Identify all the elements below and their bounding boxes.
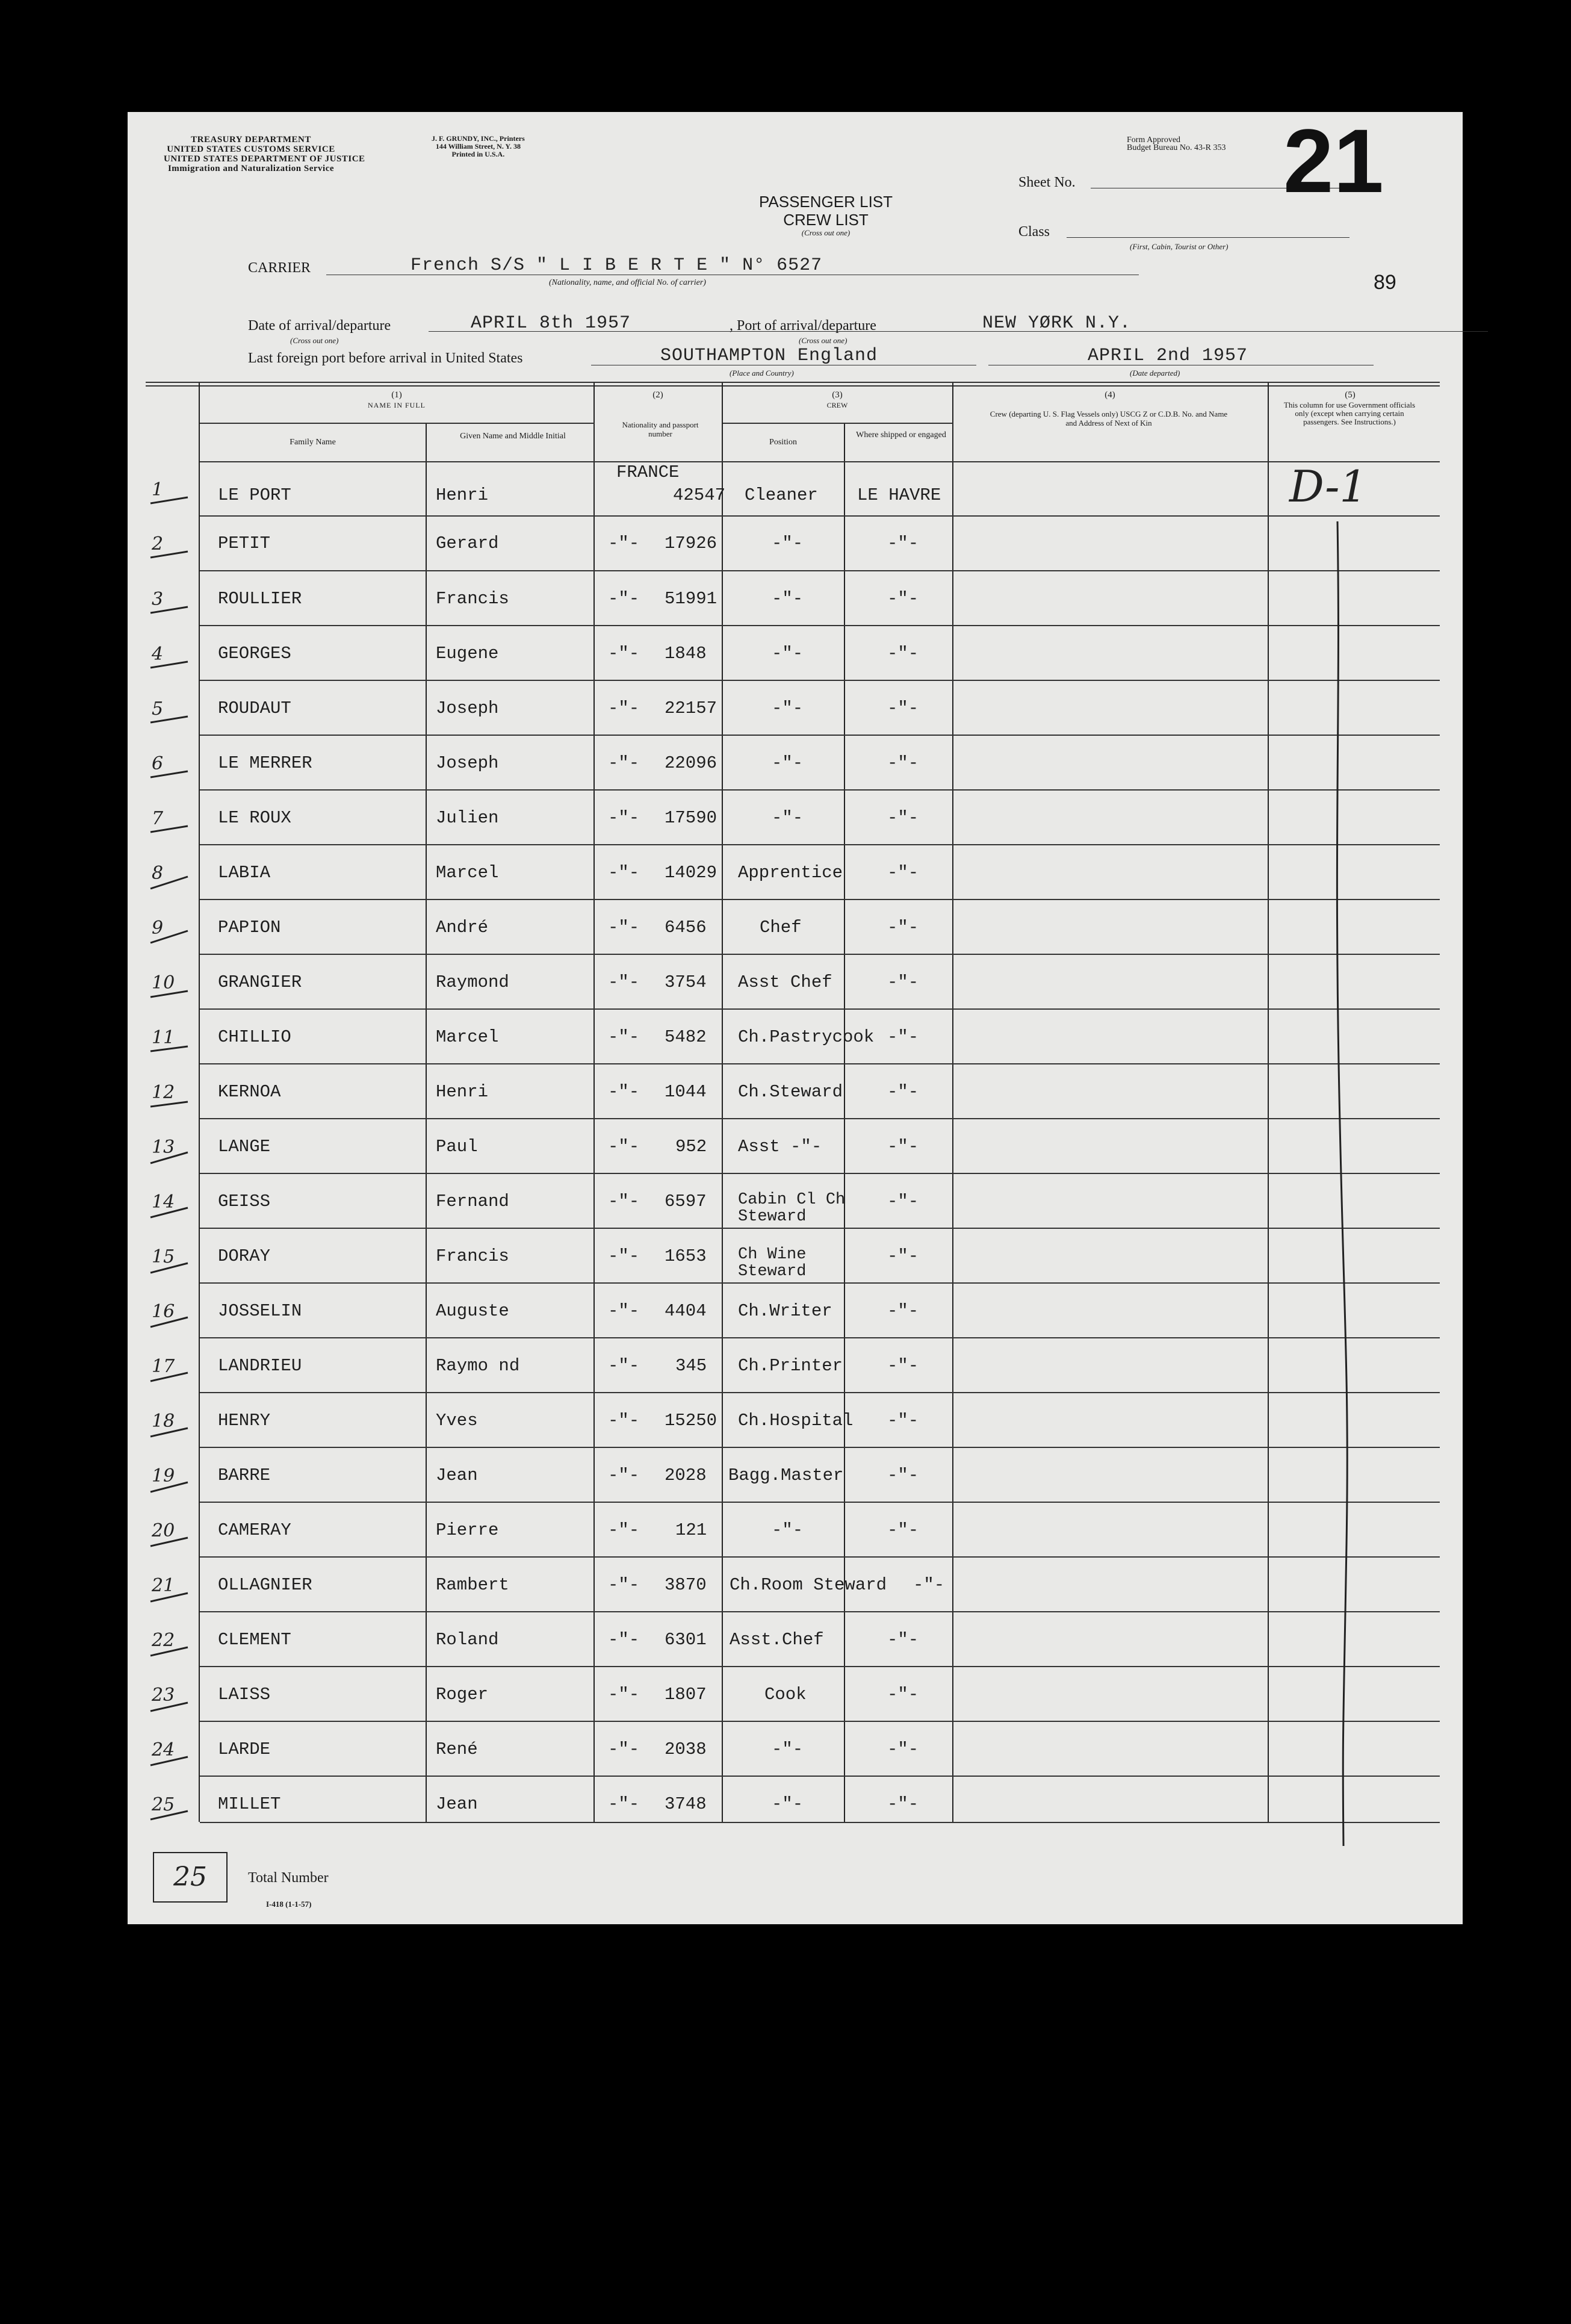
- row-number: 12: [152, 1082, 175, 1103]
- crew-list-title: CREW LIST: [783, 211, 869, 229]
- family-name: MILLET: [218, 1794, 281, 1814]
- arrival-date: APRIL 8th 1957: [471, 313, 631, 334]
- nationality: -"-: [608, 644, 640, 663]
- position: -"-: [772, 589, 804, 609]
- family-name: ROULLIER: [218, 589, 302, 609]
- where-shipped: -"-: [887, 972, 919, 992]
- col3-heading: [723, 390, 952, 411]
- position: Apprentice: [738, 863, 843, 883]
- passport-number: 22096: [665, 753, 717, 773]
- where-shipped: -"-: [887, 1520, 919, 1540]
- nationality: -"-: [608, 1082, 640, 1102]
- where-shipped: -"-: [887, 753, 919, 773]
- row-number: 14: [152, 1192, 175, 1213]
- position: Cabin Cl Ch Steward: [738, 1191, 846, 1226]
- where-shipped: -"-: [887, 589, 919, 609]
- row-number: 22: [152, 1630, 175, 1651]
- row-number: 4: [152, 644, 164, 665]
- cross-out-note: (Cross out one): [801, 228, 851, 237]
- given-name: Henri: [436, 485, 489, 505]
- form-code: I-418 (1-1-57): [266, 1900, 312, 1909]
- agency-block: [164, 135, 365, 173]
- row-number: 15: [152, 1246, 175, 1267]
- row-number: 6: [152, 753, 164, 774]
- col1-number: (1): [391, 390, 402, 400]
- form-approved-line: Budget Bureau No. 43-R 353: [1127, 143, 1226, 152]
- col2-title: Nationality and passport number: [622, 420, 699, 438]
- nationality: -"-: [608, 1575, 640, 1595]
- row-number: 11: [152, 1027, 175, 1048]
- passport-number: 4404: [665, 1301, 707, 1321]
- nationality: -"-: [608, 1739, 640, 1759]
- given-name: Eugene: [436, 644, 499, 663]
- nationality: -"-: [608, 918, 640, 937]
- row-number: 10: [152, 972, 175, 993]
- family-name: OLLAGNIER: [218, 1575, 312, 1595]
- passport-number: 51991: [665, 589, 717, 609]
- col2-number: (2): [652, 390, 663, 400]
- where-shipped: LE HAVRE: [857, 485, 941, 505]
- passport-number: 17926: [665, 533, 717, 553]
- where-shipped: -"-: [887, 533, 919, 553]
- position: Ch Wine Steward: [738, 1246, 807, 1281]
- where-shipped: -"-: [887, 644, 919, 663]
- given-name-heading: Given Name and Middle Initial: [460, 432, 566, 441]
- given-name: Paul: [436, 1137, 478, 1157]
- date-cross-out: (Cross out one): [290, 336, 339, 345]
- family-name: LABIA: [218, 863, 271, 883]
- position: Ch.Room Steward: [730, 1575, 887, 1595]
- family-name: LANDRIEU: [218, 1356, 302, 1376]
- given-name: Raymond: [436, 972, 509, 992]
- position: Cook: [764, 1685, 807, 1704]
- family-name: LAISS: [218, 1685, 271, 1704]
- nationality: -"-: [608, 1246, 640, 1266]
- row-number: 9: [152, 918, 164, 939]
- given-name: Henri: [436, 1082, 489, 1102]
- family-name: PETIT: [218, 533, 271, 553]
- where-shipped: -"-: [887, 1465, 919, 1485]
- passport-number: 5482: [665, 1027, 707, 1047]
- family-name: CLEMENT: [218, 1630, 291, 1650]
- carrier-value: French S/S " L I B E R T E " N° 6527: [411, 255, 823, 276]
- where-shipped: -"-: [887, 1794, 919, 1814]
- nationality: -"-: [608, 533, 640, 553]
- where-shipped: -"-: [887, 1027, 919, 1047]
- where-shipped: -"-: [887, 1246, 919, 1266]
- passport-number: 345: [675, 1356, 707, 1376]
- col3-number: (3): [832, 390, 843, 400]
- position: Asst.Chef: [730, 1630, 824, 1650]
- passport-number: 1044: [665, 1082, 707, 1102]
- given-name: Roland: [436, 1630, 499, 1650]
- passport-number: 22157: [665, 698, 717, 718]
- nationality: -"-: [608, 1685, 640, 1704]
- date-departed-value: APRIL 2nd 1957: [1088, 346, 1248, 366]
- given-name: Marcel: [436, 1027, 499, 1047]
- given-name: Marcel: [436, 863, 499, 883]
- nationality: -"-: [608, 1520, 640, 1540]
- last-port-value: SOUTHAMPTON England: [660, 346, 878, 366]
- family-name: LANGE: [218, 1137, 271, 1157]
- agency-line: TREASURY DEPARTMENT: [191, 135, 311, 144]
- class-hint: (First, Cabin, Tourist or Other): [1130, 242, 1229, 251]
- sheet-number: 21: [1283, 110, 1384, 211]
- where-shipped: -"-: [887, 698, 919, 718]
- nationality: -"-: [608, 808, 640, 828]
- row-number: 24: [152, 1739, 175, 1760]
- position: -"-: [772, 533, 804, 553]
- family-name: GEORGES: [218, 644, 291, 663]
- position: -"-: [772, 808, 804, 828]
- nationality: -"-: [608, 1794, 640, 1814]
- given-name: Jean: [436, 1465, 478, 1485]
- where-shipped: -"-: [887, 1685, 919, 1704]
- passport-number: 14029: [665, 863, 717, 883]
- form-approved-line: Form Approved: [1127, 135, 1181, 144]
- family-name: CAMERAY: [218, 1520, 291, 1540]
- where-shipped: -"-: [887, 1411, 919, 1431]
- where-shipped: -"-: [887, 1630, 919, 1650]
- passenger-list-title: PASSENGER LIST: [758, 193, 893, 211]
- date-departed-hint: (Date departed): [1130, 368, 1180, 377]
- row-number: 2: [152, 533, 164, 555]
- where-shipped-heading: Where shipped or engaged: [856, 430, 946, 440]
- family-name: CHILLIO: [218, 1027, 291, 1047]
- row-number: 7: [152, 808, 164, 829]
- where-shipped: -"-: [887, 1192, 919, 1211]
- given-name: Gerard: [436, 533, 499, 553]
- sheet-label: Sheet No.: [1018, 175, 1076, 190]
- agency-line: UNITED STATES CUSTOMS SERVICE: [167, 144, 335, 154]
- position-heading: Position: [769, 438, 797, 447]
- carrier-label: CARRIER: [248, 260, 311, 276]
- passport-number: 121: [675, 1520, 707, 1540]
- nationality: -"-: [608, 972, 640, 992]
- position: Asst Chef: [738, 972, 832, 992]
- col3-title: CREW: [826, 401, 848, 409]
- nationality: -"-: [608, 1356, 640, 1376]
- given-name: René: [436, 1739, 478, 1759]
- nationality: -"-: [608, 698, 640, 718]
- last-port-hint: (Place and Country): [730, 368, 794, 377]
- nationality: -"-: [608, 1411, 640, 1431]
- position: Ch.Hospital: [738, 1411, 854, 1431]
- passport-number: 42547: [673, 485, 726, 505]
- position: Chef: [760, 918, 802, 937]
- where-shipped: -"-: [887, 1137, 919, 1157]
- date-label: Date of arrival/departure: [248, 318, 391, 334]
- given-name: Yves: [436, 1411, 478, 1431]
- passport-number: 3754: [665, 972, 707, 992]
- where-shipped: -"-: [887, 863, 919, 883]
- given-name: Joseph: [436, 698, 499, 718]
- nationality: -"-: [608, 1027, 640, 1047]
- family-name-heading: Family Name: [290, 438, 336, 447]
- row-number: 8: [152, 863, 164, 884]
- position: Ch.Pastrycook: [738, 1027, 875, 1047]
- family-name: GEISS: [218, 1192, 271, 1211]
- row-number: 19: [152, 1465, 175, 1487]
- family-name: HENRY: [218, 1411, 271, 1431]
- passport-number: 6301: [665, 1630, 707, 1650]
- family-name: JOSSELIN: [218, 1301, 302, 1321]
- where-shipped: -"-: [887, 918, 919, 937]
- given-name: Julien: [436, 808, 499, 828]
- where-shipped: -"-: [887, 1082, 919, 1102]
- list-title: [699, 193, 952, 237]
- family-name: LE PORT: [218, 485, 291, 505]
- passport-number: 3870: [665, 1575, 707, 1595]
- given-name: Raymo nd: [436, 1356, 520, 1376]
- given-name: Joseph: [436, 753, 499, 773]
- manifest-sheet: [128, 112, 1463, 1924]
- printer-line: 144 William Street, N. Y. 38: [435, 142, 521, 151]
- family-name: LE ROUX: [218, 808, 291, 828]
- row-number: 13: [152, 1137, 175, 1158]
- row-number: 1: [152, 479, 164, 500]
- nationality: -"-: [608, 1465, 640, 1485]
- passport-number: 3748: [665, 1794, 707, 1814]
- printer-block: [432, 135, 525, 158]
- position: Cleaner: [745, 485, 818, 505]
- given-name: Auguste: [436, 1301, 509, 1321]
- last-port-label: Last foreign port before arrival in United States: [248, 350, 523, 366]
- row-number: 3: [152, 589, 164, 610]
- position: -"-: [772, 698, 804, 718]
- col5-number: (5): [1345, 390, 1356, 400]
- official-mark: D-1: [1289, 461, 1368, 512]
- given-name: Fernand: [436, 1192, 509, 1211]
- col4-number: (4): [1105, 390, 1115, 400]
- nationality: -"-: [608, 1137, 640, 1157]
- position: Ch.Printer: [738, 1356, 843, 1376]
- row-number: 18: [152, 1411, 175, 1432]
- printer-line: Printed in U.S.A.: [451, 150, 505, 158]
- printer-line: J. F. GRUNDY, INC., Printers: [432, 134, 525, 143]
- where-shipped: -"-: [887, 1356, 919, 1376]
- given-name: Roger: [436, 1685, 489, 1704]
- position: Ch.Steward: [738, 1082, 843, 1102]
- position: -"-: [772, 644, 804, 663]
- total-label: Total Number: [248, 1870, 329, 1886]
- position: -"-: [772, 1520, 804, 1540]
- row-number: 17: [152, 1356, 175, 1377]
- family-name: BARRE: [218, 1465, 271, 1485]
- family-name: LARDE: [218, 1739, 271, 1759]
- nationality: -"-: [608, 589, 640, 609]
- nationality: -"-: [608, 1630, 640, 1650]
- carrier-hint: (Nationality, name, and official No. of carrier): [549, 278, 706, 287]
- agency-line: UNITED STATES DEPARTMENT OF JUSTICE: [164, 154, 365, 164]
- family-name: PAPION: [218, 918, 281, 937]
- row-number: 25: [152, 1794, 175, 1815]
- total-value: 25: [173, 1862, 207, 1892]
- col4-title: Crew (departing U. S. Flag Vessels only) USCG Z or C.D.B. No. and Name and Address of Next of Kin: [990, 409, 1228, 427]
- passport-number: 17590: [665, 808, 717, 828]
- given-name: Francis: [436, 589, 509, 609]
- passport-number: 2038: [665, 1739, 707, 1759]
- class-label: Class: [1018, 224, 1050, 240]
- family-name: ROUDAUT: [218, 698, 291, 718]
- where-shipped: -"-: [887, 1739, 919, 1759]
- position: Ch.Writer: [738, 1301, 832, 1321]
- passport-number: 15250: [665, 1411, 717, 1431]
- nationality: -"-: [608, 753, 640, 773]
- col5-title: This column for use Government officials only (except when carrying certain passengers. See Instructions.): [1283, 400, 1416, 426]
- passport-number: 1848: [665, 644, 707, 663]
- passport-number: 1807: [665, 1685, 707, 1704]
- family-name: LE MERRER: [218, 753, 312, 773]
- given-name: Francis: [436, 1246, 509, 1266]
- official-ditto-line: [1325, 521, 1362, 1858]
- form-approved: [1127, 136, 1226, 152]
- row-number: 5: [152, 698, 164, 719]
- passport-number: 6456: [665, 918, 707, 937]
- family-name: GRANGIER: [218, 972, 302, 992]
- nationality: -"-: [608, 863, 640, 883]
- arrival-port: NEW YØRK N.Y.: [982, 313, 1132, 334]
- family-name: DORAY: [218, 1246, 271, 1266]
- nationality: -"-: [608, 1192, 640, 1211]
- nationality: FRANCE: [616, 462, 680, 482]
- position: Asst -"-: [738, 1137, 822, 1157]
- where-shipped: -"-: [887, 808, 919, 828]
- given-name: André: [436, 918, 489, 937]
- agency-line: Immigration and Naturalization Service: [167, 164, 335, 173]
- family-name: KERNOA: [218, 1082, 281, 1102]
- row-number: 20: [152, 1520, 175, 1541]
- position: -"-: [772, 753, 804, 773]
- col1-heading: [200, 390, 593, 411]
- position: -"-: [772, 1739, 804, 1759]
- where-shipped: -"-: [913, 1575, 945, 1595]
- row-number: 16: [152, 1301, 175, 1322]
- position: -"-: [772, 1794, 804, 1814]
- row-number: 21: [152, 1575, 175, 1596]
- total-box: [153, 1852, 228, 1903]
- port-label: , Port of arrival/departure: [730, 318, 876, 334]
- port-cross-out: (Cross out one): [799, 336, 847, 345]
- passport-number: 2028: [665, 1465, 707, 1485]
- passport-number: 952: [675, 1137, 707, 1157]
- col1-title: NAME IN FULL: [368, 401, 426, 409]
- given-name: Pierre: [436, 1520, 499, 1540]
- given-name: Rambert: [436, 1575, 509, 1595]
- page-number: 89: [1374, 271, 1396, 294]
- row-tick-marks: [146, 473, 200, 1822]
- passport-number: 6597: [665, 1192, 707, 1211]
- passport-number: 1653: [665, 1246, 707, 1266]
- row-number: 23: [152, 1685, 175, 1706]
- nationality: -"-: [608, 1301, 640, 1321]
- where-shipped: -"-: [887, 1301, 919, 1321]
- position: Bagg.Master: [728, 1465, 844, 1485]
- given-name: Jean: [436, 1794, 478, 1814]
